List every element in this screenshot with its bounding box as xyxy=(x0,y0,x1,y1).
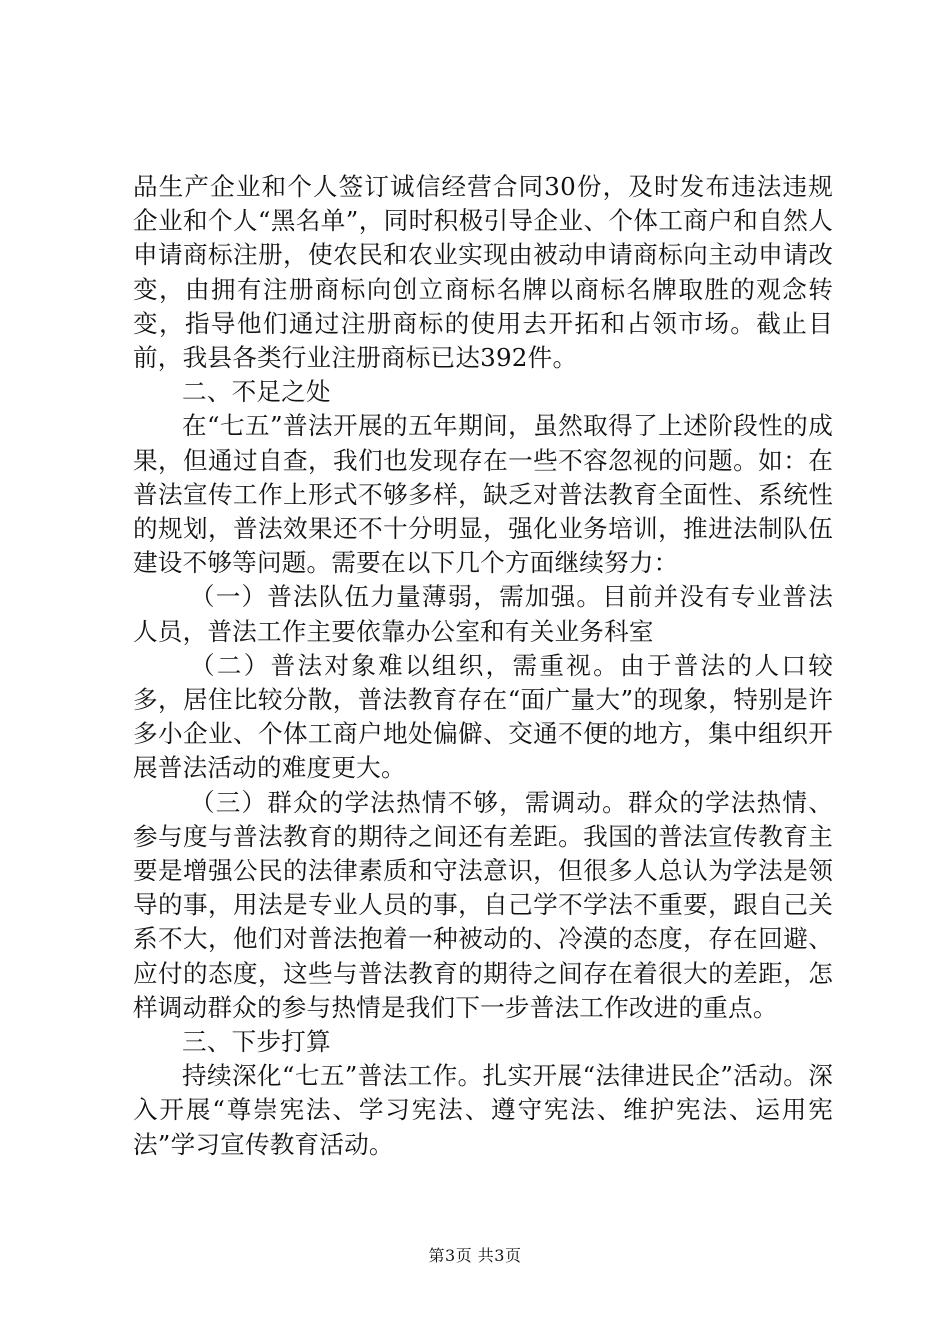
section-heading-shortcomings: 二、不足之处 xyxy=(182,377,331,407)
paragraph-item-three: （三）群众的学法热情不够，需调动。群众的学法热情、参与度与普法教育的期待之间还有差距。我国的普法宣传教育主要是增强公民的法律素质和守法意识，但很多人总认为学法是领导的事，用法是专业人员的事，自己学不学法不重要，跟自己关系不大，他们对普法抱着一种被动的、冷漠的态度，存在回避、应付的态度，这些与普法教育的期待之间存在着很大的差距，怎样调动群众的参与热情是我们下一步普法工作改进的重点。 xyxy=(133,787,833,1022)
section-heading-next-steps: 三、下步打算 xyxy=(182,1027,331,1057)
paragraph-item-two: （二）普法对象难以组织，需重视。由于普法的人口较多，居住比较分散，普法教育存在“面广量大”的现象，特别是许多小企业、个体工商户地处偏僻、交通不便的地方，集中组织开展普法活动的难度更大。 xyxy=(133,650,833,783)
document-body xyxy=(133,170,833,1162)
page-number-footer: 第3页 共3页 xyxy=(428,1246,522,1265)
paragraph-shortcomings-intro: 在“七五”普法开展的五年期间，虽然取得了上述阶段性的成果，但通过自查，我们也发现存在一些不容忽视的问题。如：在普法宣传工作上形式不够多样，缺乏对普法教育全面性、系统性的规划，普法效果还不十分明显，强化业务培训，推进法制队伍建设不够等问题。需要在以下几个方面继续努力： xyxy=(133,411,833,578)
paragraph-next-steps: 持续深化“七五”普法工作。扎实开展“法律进民企”活动。深入开展“尊崇宪法、学习宪法、遵守宪法、维护宪法、运用宪法”学习宣传教育活动。 xyxy=(133,1061,833,1159)
paragraph-trademark-summary: 品生产企业和个人签订诚信经营合同30份，及时发布违法违规企业和个人“黑名单”，同时积极引导企业、个体工商户和自然人申请商标注册，使农民和农业实现由被动申请商标向主动申请改变，由拥有注册商标向创立商标名牌以商标名牌取胜的观念转变，指导他们通过注册商标的使用去开拓和占领市场。截止目前，我县各类行业注册商标已达392件。 xyxy=(133,172,833,373)
paragraph-item-one: （一）普法队伍力量薄弱，需加强。目前并没有专业普法人员，普法工作主要依靠办公室和有关业务科室 xyxy=(133,582,833,646)
